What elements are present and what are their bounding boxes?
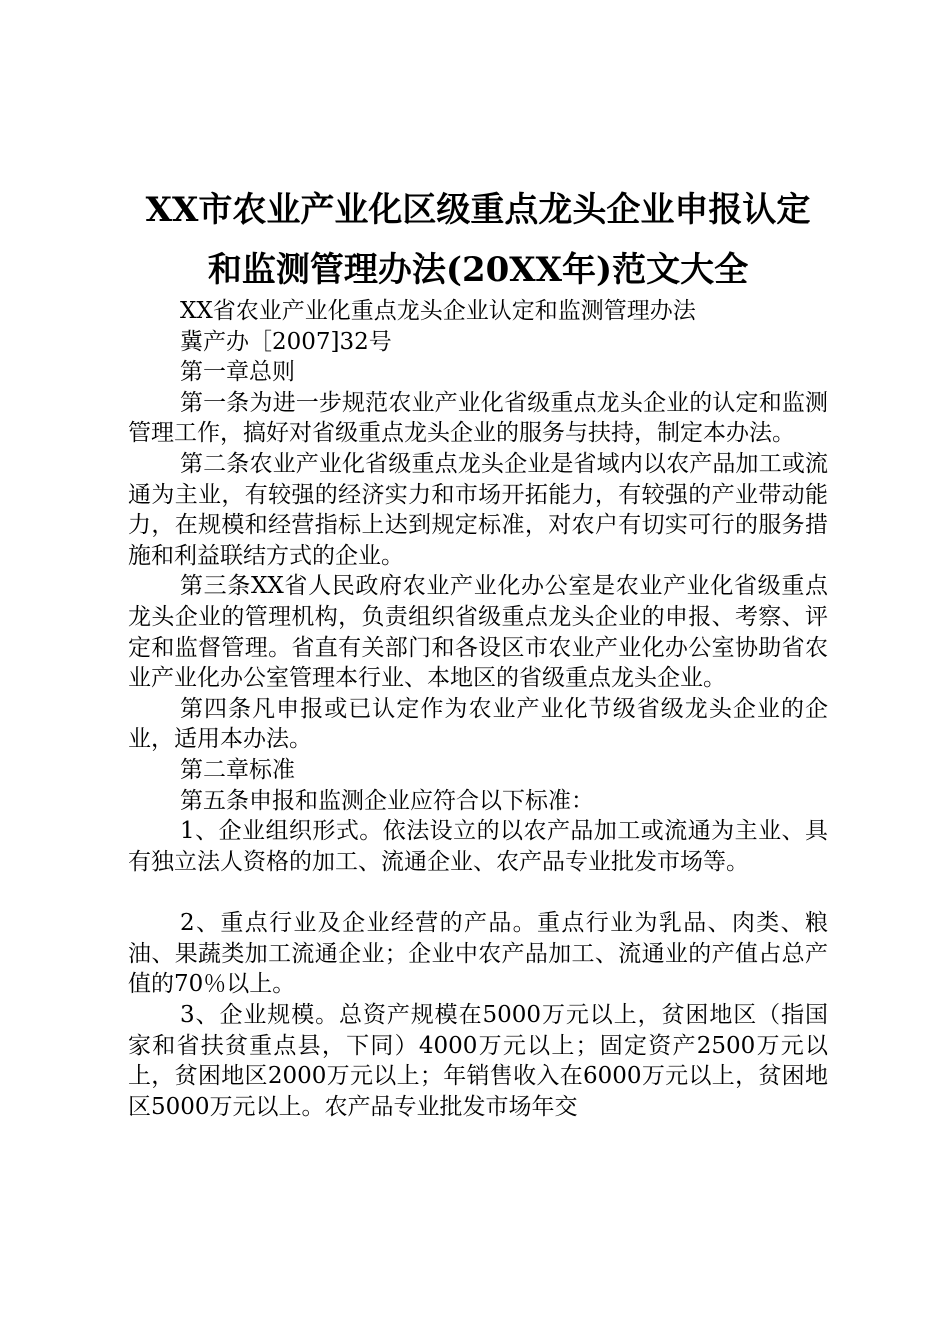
document-body	[128, 296, 828, 1122]
paragraph-article-2: 第二条农业产业化省级重点龙头企业是省域内以农产品加工或流通为主业，有较强的经济实力和市场开拓能力，有较强的产业带动能力，在规模和经营指标上达到规定标准，对农户有切实可行的服务措施和利益联结方式的企业。	[128, 450, 828, 569]
paragraph-article-1: 第一条为进一步规范农业产业化省级重点龙头企业的认定和监测管理工作，搞好对省级重点龙头企业的服务与扶持，制定本办法。	[128, 389, 828, 447]
paragraph-item-2: 2、重点行业及企业经营的产品。重点行业为乳品、肉类、粮油、果蔬类加工流通企业；企业中农产品加工、流通业的产值占总产值的70％以上。	[128, 910, 828, 998]
paragraph-article-5: 第五条申报和监测企业应符合以下标准：	[180, 787, 594, 814]
paragraph-article-3: 第三条XX省人民政府农业产业化办公室是农业产业化省级重点龙头企业的管理机构，负责组织省级重点龙头企业的申报、考察、评定和监督管理。省直有关部门和各设区市农业产业化办公室协助省农业产业化办公室管理本行业、本地区的省级重点龙头企业。	[128, 573, 828, 692]
paragraph-item-1: 1、企业组织形式。依法设立的以农产品加工或流通为主业、具有独立法人资格的加工、流通企业、农产品专业批发市场等。	[128, 818, 828, 875]
paragraph-article-4: 第四条凡申报或已认定作为农业产业化节级省级龙头企业的企业，适用本办法。	[128, 695, 828, 753]
paragraph-item-3: 3、企业规模。总资产规模在5000万元以上，贫困地区（指国家和省扶贫重点县，下同）4000万元以上；固定资产2500万元以上，贫困地区2000万元以上；年销售收入在6000万元以上，贫困地区5000万元以上。农产品专业批发市场年交	[128, 1002, 828, 1120]
paragraph-chapter-2-heading: 第二章标准	[180, 756, 295, 783]
paragraph-chapter-1-heading: 第一章总则	[180, 359, 295, 386]
paragraph-document-number: 冀产办［2007]32号	[180, 328, 392, 355]
document-title-line-2: 和监测管理办法(20XX年)范文大全	[207, 250, 749, 290]
document-title-line-1: XX市农业产业化区级重点龙头企业申报认定	[145, 190, 811, 230]
paragraph-subtitle: XX省农业产业化重点龙头企业认定和监测管理办法	[180, 298, 696, 324]
